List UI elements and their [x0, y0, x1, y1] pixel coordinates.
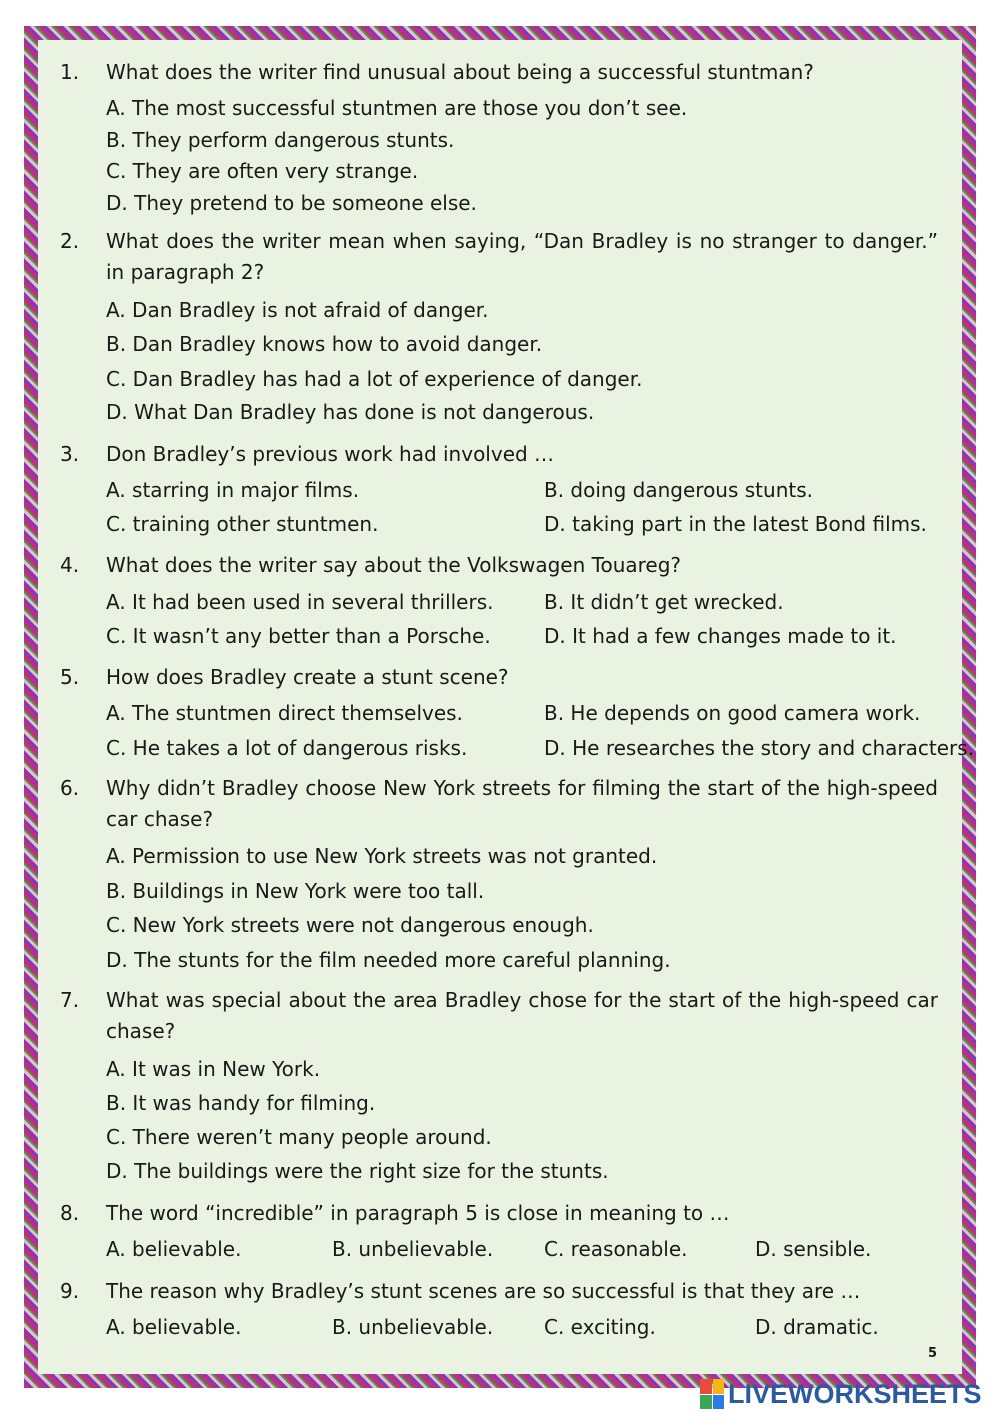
question-number: 2. — [60, 229, 80, 253]
option-9b[interactable]: B. unbelievable. — [332, 1315, 494, 1339]
option-6b[interactable]: B. Buildings in New York were too tall. — [106, 879, 485, 903]
option-3b[interactable]: B. doing dangerous stunts. — [544, 478, 813, 502]
option-5b[interactable]: B. He depends on good camera work. — [544, 701, 921, 725]
option-2a[interactable]: A. Dan Bradley is not afraid of danger. — [106, 298, 489, 322]
option-3c[interactable]: C. training other stuntmen. — [106, 512, 379, 536]
question-stem: What does the writer find unusual about being a successful stuntman? — [106, 60, 814, 84]
option-3d[interactable]: D. taking part in the latest Bond films. — [544, 512, 927, 536]
question-number: 4. — [60, 553, 80, 577]
option-9d[interactable]: D. dramatic. — [755, 1315, 879, 1339]
watermark-text: LIVEWORKSHEETS — [728, 1378, 982, 1409]
option-1a[interactable]: A. The most successful stuntmen are those you don’t see. — [106, 96, 688, 120]
question-number: 8. — [60, 1201, 80, 1225]
question-stem: Don Bradley’s previous work had involved … — [106, 442, 555, 466]
question-number: 6. — [60, 776, 80, 800]
question-number: 3. — [60, 442, 80, 466]
question-stem: Why didn’t Bradley choose New York streets for filming the start of the high-speed car chase? — [106, 776, 938, 831]
option-5d[interactable]: D. He researches the story and characters. — [544, 736, 975, 760]
option-8b[interactable]: B. unbelievable. — [332, 1237, 494, 1261]
option-2b[interactable]: B. Dan Bradley knows how to avoid danger. — [106, 332, 543, 356]
option-8d[interactable]: D. sensible. — [755, 1237, 872, 1261]
option-7b[interactable]: B. It was handy for filming. — [106, 1091, 376, 1115]
option-8a[interactable]: A. believable. — [106, 1237, 242, 1261]
option-1d[interactable]: D. They pretend to be someone else. — [106, 191, 477, 215]
option-7c[interactable]: C. There weren’t many people around. — [106, 1125, 492, 1149]
option-2c[interactable]: C. Dan Bradley has had a lot of experience of danger. — [106, 367, 643, 391]
option-3a[interactable]: A. starring in major films. — [106, 478, 360, 502]
liveworksheets-watermark — [700, 1377, 982, 1411]
option-7d[interactable]: D. The buildings were the right size for the stunts. — [106, 1159, 609, 1183]
question-stem: What does the writer mean when saying, “Dan Bradley is no stranger to danger.” in paragraph 2? — [106, 229, 938, 284]
option-4c[interactable]: C. It wasn’t any better than a Porsche. — [106, 624, 491, 648]
question-stem: The word “incredible” in paragraph 5 is close in meaning to … — [106, 1201, 730, 1225]
option-8c[interactable]: C. reasonable. — [544, 1237, 688, 1261]
option-5a[interactable]: A. The stuntmen direct themselves. — [106, 701, 463, 725]
liveworksheets-logo-icon — [700, 1379, 724, 1409]
option-1c[interactable]: C. They are often very strange. — [106, 159, 419, 183]
question-number: 5. — [60, 665, 80, 689]
option-1b[interactable]: B. They perform dangerous stunts. — [106, 128, 455, 152]
option-7a[interactable]: A. It was in New York. — [106, 1057, 321, 1081]
question-stem: The reason why Bradley’s stunt scenes are so successful is that they are … — [106, 1279, 861, 1303]
option-9a[interactable]: A. believable. — [106, 1315, 242, 1339]
question-stem: What was special about the area Bradley chose for the start of the high-speed car chase? — [106, 988, 938, 1043]
option-4b[interactable]: B. It didn’t get wrecked. — [544, 590, 784, 614]
option-4d[interactable]: D. It had a few changes made to it. — [544, 624, 897, 648]
option-9c[interactable]: C. exciting. — [544, 1315, 656, 1339]
option-6a[interactable]: A. Permission to use New York streets was not granted. — [106, 844, 658, 868]
option-2d[interactable]: D. What Dan Bradley has done is not dangerous. — [106, 400, 595, 424]
option-4a[interactable]: A. It had been used in several thrillers. — [106, 590, 494, 614]
page-number: 5 — [928, 1346, 938, 1361]
question-number: 9. — [60, 1279, 80, 1303]
question-number: 1. — [60, 60, 80, 84]
option-6c[interactable]: C. New York streets were not dangerous enough. — [106, 913, 594, 937]
question-number: 7. — [60, 988, 80, 1012]
question-stem: How does Bradley create a stunt scene? — [106, 665, 509, 689]
option-5c[interactable]: C. He takes a lot of dangerous risks. — [106, 736, 468, 760]
question-stem: What does the writer say about the Volkswagen Touareg? — [106, 553, 682, 577]
option-6d[interactable]: D. The stunts for the film needed more careful planning. — [106, 948, 671, 972]
